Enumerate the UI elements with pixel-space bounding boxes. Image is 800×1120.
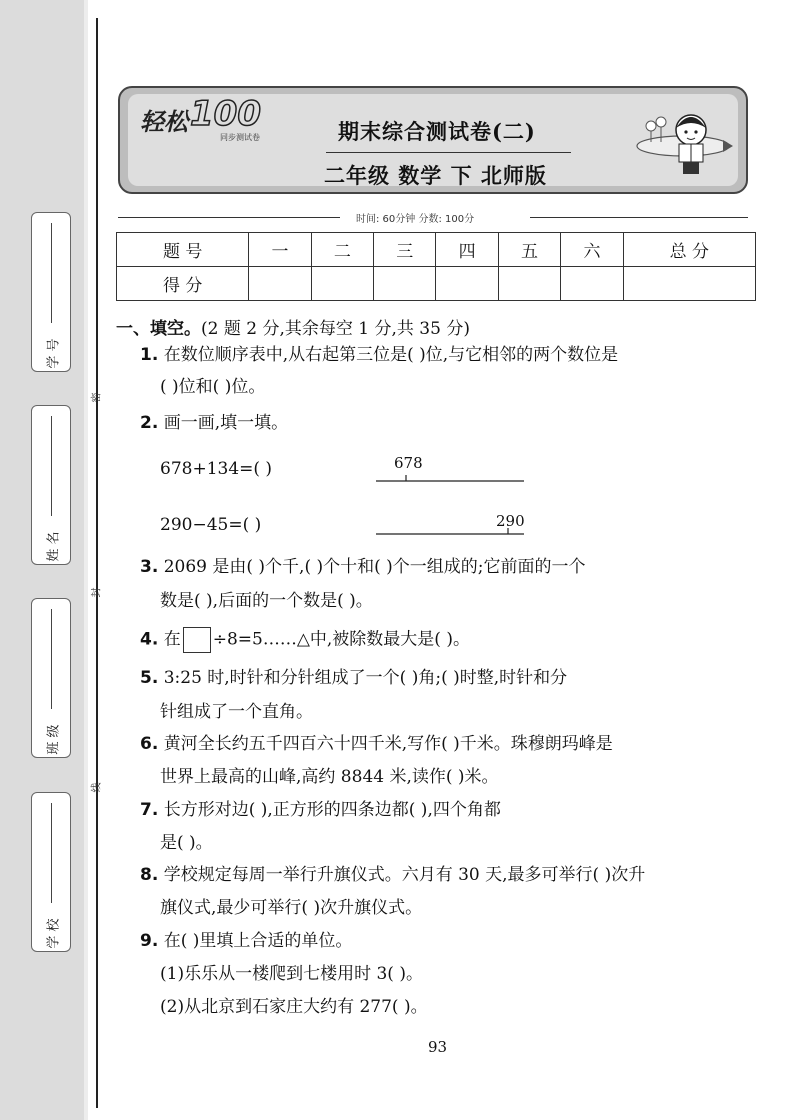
question-number: 2. — [140, 413, 159, 433]
question-number: 6. — [140, 734, 159, 754]
question-number: 3. — [140, 557, 159, 577]
school-label: 学 校 — [46, 918, 62, 949]
equation-2: 290−45=( ) — [160, 515, 262, 535]
question-1 — [140, 344, 618, 366]
page-number: 93 — [428, 1038, 448, 1056]
question-text: 学校规定每周一举行升旗仪式。六月有 30 天,最多可举行( )次升 — [163, 865, 646, 885]
number-line-2 — [376, 524, 526, 540]
class-field[interactable] — [31, 598, 71, 758]
table-cell: 总 分 — [623, 233, 755, 267]
fill-line — [51, 609, 52, 709]
question-8 — [140, 864, 645, 886]
student-mascot-illustration — [633, 104, 733, 184]
question-number: 8. — [140, 865, 159, 885]
answer-box[interactable] — [183, 627, 211, 653]
question-6-line2: 世界上最高的山峰,高约 8844 米,读作( )米。 — [160, 767, 499, 787]
question-number: 4. — [140, 629, 159, 650]
question-9 — [140, 930, 352, 952]
logo-subtitle: 同步测试卷 — [220, 133, 260, 142]
table-cell: 得 分 — [117, 267, 249, 301]
fill-line — [51, 223, 52, 323]
time-score-info: 时间: 60分钟 分数: 100分 — [356, 214, 475, 225]
question-text: 长方形对边( ),正方形的四条边都( ),四个角都 — [163, 800, 501, 820]
question-3-line2: 数是( ),后面的一个数是( )。 — [160, 591, 373, 611]
section-title: 一、填空。 — [116, 319, 201, 339]
question-text: 在( )里填上合适的单位。 — [163, 931, 353, 951]
number-line-label-2: 290 — [496, 512, 525, 530]
table-cell: 四 — [436, 233, 498, 267]
question-3 — [140, 556, 586, 578]
table-cell: 六 — [561, 233, 623, 267]
section-heading — [116, 314, 470, 339]
score-input-cell[interactable] — [436, 267, 498, 301]
exam-header — [118, 86, 748, 194]
question-5 — [140, 667, 567, 689]
score-input-cell[interactable] — [498, 267, 560, 301]
header-panel — [128, 94, 738, 186]
student-number-field[interactable] — [31, 212, 71, 372]
name-field[interactable] — [31, 405, 71, 565]
question-2 — [140, 412, 288, 434]
exam-title: 期末综合测试卷(二) — [338, 119, 536, 144]
question-number: 9. — [140, 931, 159, 951]
logo-text: 轻松 — [140, 108, 188, 136]
fill-line — [51, 416, 52, 516]
logo-number: 100 — [190, 94, 261, 134]
divider-right — [530, 217, 748, 218]
seal-mark: 密 — [91, 392, 103, 403]
equation-1: 678+134=( ) — [160, 459, 273, 479]
question-8-line2: 旗仪式,最少可举行( )次升旗仪式。 — [160, 898, 423, 918]
sidebar-edge — [84, 0, 88, 1120]
question-number: 7. — [140, 800, 159, 820]
table-cell: 五 — [498, 233, 560, 267]
question-4 — [140, 627, 470, 653]
table-row — [117, 233, 756, 267]
table-cell: 一 — [249, 233, 311, 267]
name-label: 姓 名 — [46, 531, 62, 562]
question-text: 在 — [163, 629, 181, 650]
score-input-cell[interactable] — [374, 267, 436, 301]
score-input-cell[interactable] — [249, 267, 311, 301]
score-input-cell[interactable] — [623, 267, 755, 301]
divider-left — [118, 217, 340, 218]
question-number: 5. — [140, 668, 159, 688]
score-input-cell[interactable] — [311, 267, 373, 301]
question-5-line2: 针组成了一个直角。 — [160, 702, 313, 722]
seal-mark: 封 — [91, 587, 103, 598]
question-text: 3:25 时,时针和分针组成了一个( )角;( )时整,时针和分 — [163, 668, 568, 688]
question-6 — [140, 733, 613, 755]
section-note: (2 题 2 分,其余每空 1 分,共 35 分) — [201, 319, 470, 339]
time-info-bar — [118, 210, 748, 224]
table-cell: 三 — [374, 233, 436, 267]
exam-subtitle: 二年级 数学 下 北师版 — [324, 163, 547, 188]
number-line-label-1: 678 — [394, 454, 423, 472]
sub-question-1: (1)乐乐从一楼爬到七楼用时 3( )。 — [160, 964, 423, 984]
question-text: 在数位顺序表中,从右起第三位是( )位,与它相邻的两个数位是 — [163, 345, 619, 365]
table-row — [117, 267, 756, 301]
seal-mark: 线 — [91, 782, 103, 793]
title-divider — [326, 152, 571, 153]
score-input-cell[interactable] — [561, 267, 623, 301]
question-text: 2069 是由( )个千,( )个十和( )个一组成的;它前面的一个 — [163, 557, 586, 577]
question-7 — [140, 799, 501, 821]
question-text: 黄河全长约五千四百六十四千米,写作( )千米。珠穆朗玛峰是 — [163, 734, 613, 754]
fill-line — [51, 803, 52, 903]
question-text: ÷8=5……△中,被除数最大是( )。 — [212, 629, 470, 650]
class-label: 班 级 — [46, 724, 62, 755]
student-number-label: 学 号 — [46, 338, 62, 369]
sub-question-2: (2)从北京到石家庄大约有 277( )。 — [160, 997, 428, 1017]
question-7-line2: 是( )。 — [160, 833, 213, 853]
number-line-1 — [376, 470, 526, 486]
school-field[interactable] — [31, 792, 71, 952]
question-text: 画一画,填一填。 — [163, 413, 289, 433]
score-table — [116, 232, 756, 301]
question-number: 1. — [140, 345, 159, 365]
binding-line — [96, 18, 98, 1108]
table-cell: 题 号 — [117, 233, 249, 267]
question-1-line2: ( )位和( )位。 — [160, 377, 266, 397]
table-cell: 二 — [311, 233, 373, 267]
